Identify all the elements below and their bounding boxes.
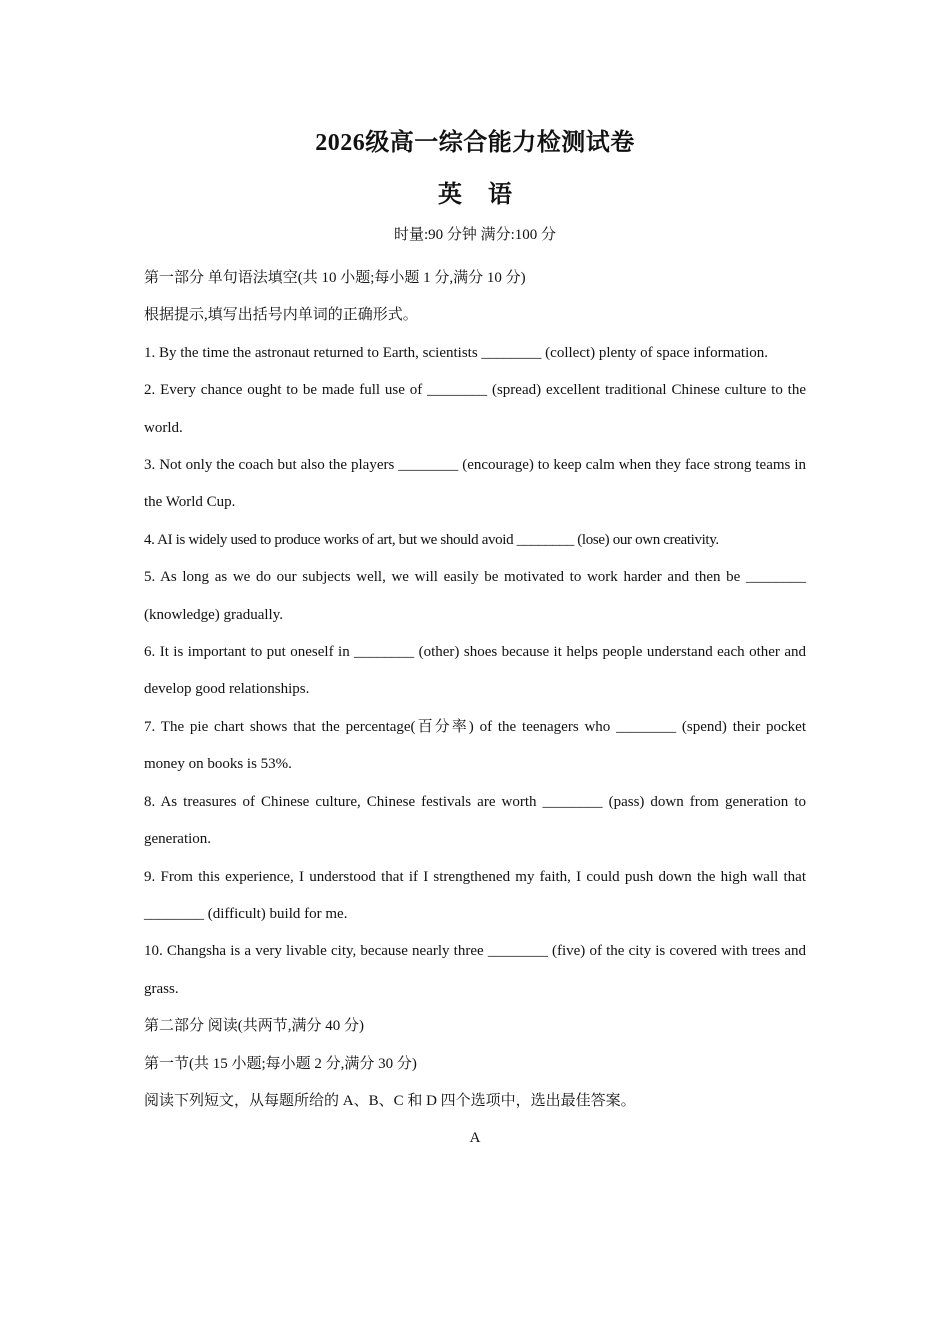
part1-instruction: 根据提示,填写出括号内单词的正确形式。: [144, 307, 418, 324]
question-8: 8. As treasures of Chinese culture, Chinese festivals are worth ________ (pass) down from generation to generation.: [144, 793, 806, 848]
question-7: 7. The pie chart shows that the percentage(百分率) of the teenagers who ________ (spend) their pocket money on books is 53%.: [144, 718, 806, 773]
exam-meta: 时量:90 分钟 满分:100 分: [393, 227, 557, 243]
passage-label: A: [469, 1130, 481, 1147]
part2-instruction: 阅读下列短文，从每题所给的 A、B、C 和 D 四个选项中，选出最佳答案。: [144, 1092, 636, 1109]
exam-content: [144, 260, 806, 1158]
question-3: 3. Not only the coach but also the players ________ (encourage) to keep calm when they face strong teams in the World Cup.: [144, 457, 806, 511]
question-4: 4. AI is widely used to produce works of art, but we should avoid ________ (lose) our own creativity.: [144, 531, 719, 548]
question-5: 5. As long as we do our subjects well, we will easily be motivated to work harder and then be ________ (knowledge) gradually.: [144, 569, 806, 623]
part2-heading: 第二部分 阅读(共两节,满分 40 分): [144, 1018, 364, 1035]
exam-title: 2026级高一综合能力检测试卷: [315, 130, 635, 156]
part2-section1-heading: 第一节(共 15 小题;每小题 2 分,满分 30 分): [144, 1055, 417, 1072]
subject-title: 英 语: [438, 182, 522, 208]
question-6: 6. It is important to put oneself in ________ (other) shoes because it helps people understand each other and develop good relationships.: [144, 644, 806, 698]
part1-heading: 第一部分 单句语法填空(共 10 小题;每小题 1 分,满分 10 分): [144, 270, 526, 286]
question-1: 1. By the time the astronaut returned to Earth, scientists ________ (collect) plenty of space information.: [144, 344, 769, 361]
question-2: 2. Every chance ought to be made full use of ________ (spread) excellent traditional Chinese culture to the world.: [144, 382, 806, 436]
question-10: 10. Changsha is a very livable city, because nearly three ________ (five) of the city is covered with trees and grass.: [144, 943, 806, 997]
question-9: 9. From this experience, I understood that if I strengthened my faith, I could push down the high wall that ________ (difficult) build for me.: [144, 868, 806, 922]
